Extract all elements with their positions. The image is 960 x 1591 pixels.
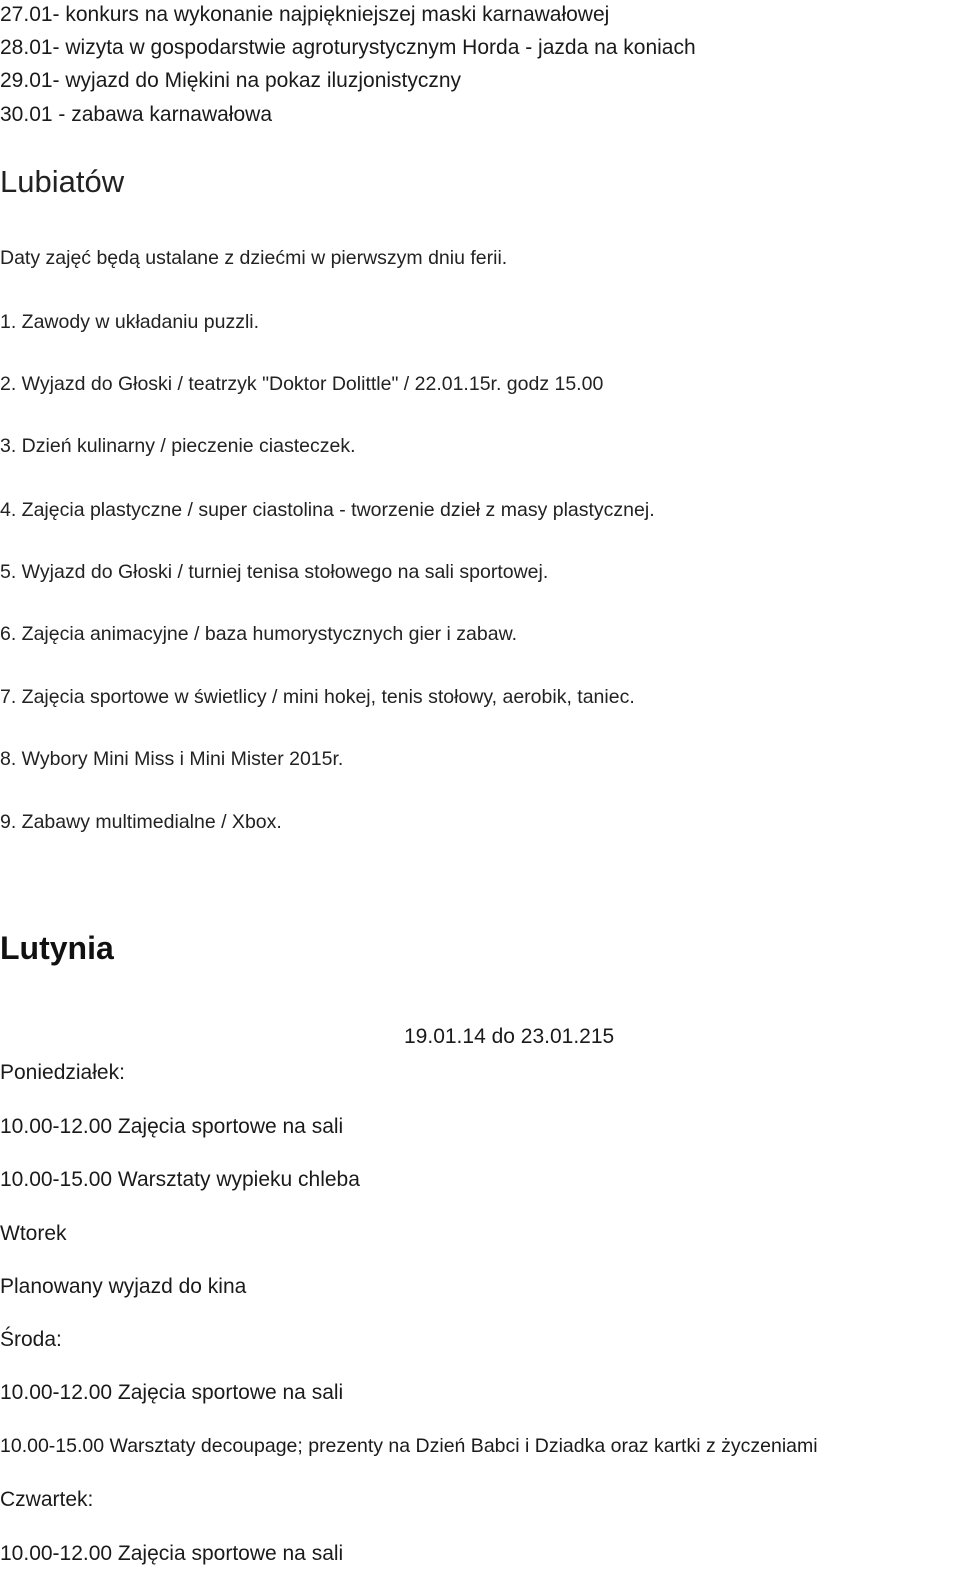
lutynia-line-2: 10.00-15.00 Warsztaty wypieku chleba (0, 1168, 360, 1191)
date-range: 19.01.14 do 23.01.215 (404, 1025, 615, 1048)
intro-line-3: 29.01- wyjazd do Miękini na pokaz iluzjonistyczny (0, 69, 462, 92)
lubiatow-line-8: 8. Wybory Mini Miss i Mini Mister 2015r. (0, 748, 344, 770)
lubiatow-line-9: 9. Zabawy multimedialne / Xbox. (0, 811, 282, 833)
lutynia-line-1: 10.00-12.00 Zajęcia sportowe na sali (0, 1115, 344, 1138)
section-heading-lutynia: Lutynia (0, 930, 114, 966)
lutynia-line-8: Czwartek: (0, 1488, 94, 1511)
lubiatow-line-6: 6. Zajęcia animacyjne / baza humorystycznych gier i zabaw. (0, 623, 517, 645)
lubiatow-line-0: Daty zajęć będą ustalane z dziećmi w pierwszym dniu ferii. (0, 247, 508, 269)
lubiatow-line-5: 5. Wyjazd do Głoski / turniej tenisa stołowego na sali sportowej. (0, 561, 549, 583)
lutynia-line-7: 10.00-15.00 Warsztaty decoupage; prezenty na Dzień Babci i Dziadka oraz kartki z życzeniami (0, 1435, 818, 1457)
lubiatow-line-3: 3. Dzień kulinarny / pieczenie ciasteczek. (0, 435, 356, 457)
lutynia-line-9: 10.00-12.00 Zajęcia sportowe na sali (0, 1542, 344, 1565)
lubiatow-line-7: 7. Zajęcia sportowe w świetlicy / mini hokej, tenis stołowy, aerobik, taniec. (0, 686, 635, 708)
lubiatow-line-2: 2. Wyjazd do Głoski / teatrzyk "Doktor Dolittle" / 22.01.15r. godz 15.00 (0, 373, 604, 395)
lubiatow-line-4: 4. Zajęcia plastyczne / super ciastolina - tworzenie dzieł z masy plastycznej. (0, 499, 655, 521)
section-heading-lubiatow: Lubiatów (0, 164, 125, 199)
lutynia-line-3: Wtorek (0, 1222, 67, 1245)
lutynia-line-5: Środa: (0, 1328, 62, 1351)
intro-line-2: 28.01- wizyta w gospodarstwie agroturystycznym Horda - jazda na koniach (0, 36, 696, 59)
lubiatow-line-1: 1. Zawody w układaniu puzzli. (0, 311, 260, 333)
lutynia-line-6: 10.00-12.00 Zajęcia sportowe na sali (0, 1381, 344, 1404)
lutynia-line-4: Planowany wyjazd do kina (0, 1275, 247, 1298)
intro-line-1: 27.01- konkurs na wykonanie najpiękniejszej maski karnawałowej (0, 3, 610, 26)
intro-line-4: 30.01 - zabawa karnawałowa (0, 103, 272, 126)
lutynia-line-0: Poniedziałek: (0, 1061, 125, 1084)
